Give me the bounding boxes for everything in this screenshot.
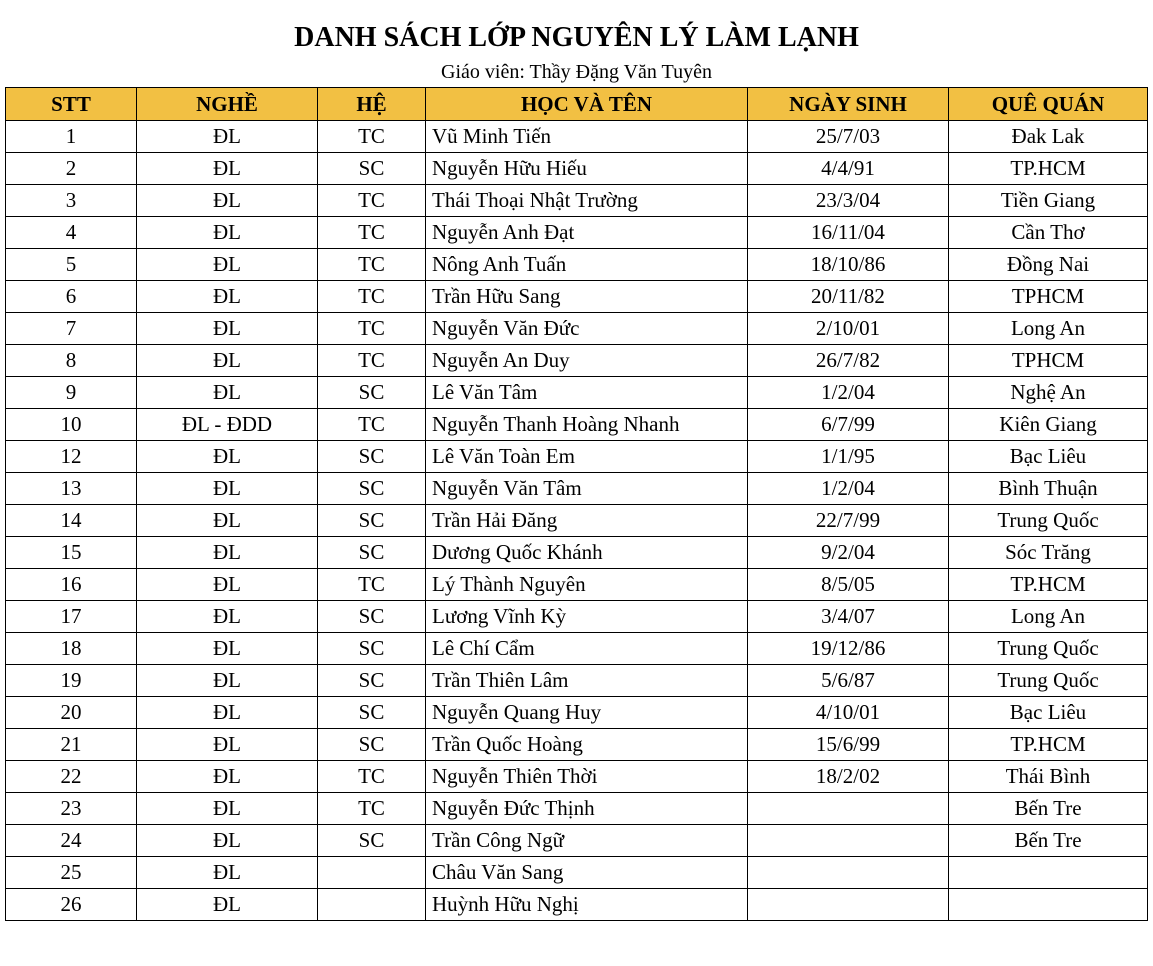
cell-nghe: ĐL - ĐDD <box>137 409 318 441</box>
cell-he: SC <box>318 537 426 569</box>
cell-nghe: ĐL <box>137 505 318 537</box>
cell-stt: 17 <box>6 601 137 633</box>
cell-que-quan: Bạc Liêu <box>949 697 1148 729</box>
table-row <box>6 857 1148 889</box>
cell-he: SC <box>318 825 426 857</box>
page-title: DANH SÁCH LỚP NGUYÊN LÝ LÀM LẠNH <box>294 22 859 53</box>
cell-stt: 16 <box>6 569 137 601</box>
table-header-row <box>6 88 1148 121</box>
cell-ho-ten: Nguyễn Đức Thịnh <box>426 793 748 825</box>
cell-ngay-sinh: 16/11/04 <box>748 217 949 249</box>
cell-nghe: ĐL <box>137 313 318 345</box>
cell-nghe: ĐL <box>137 729 318 761</box>
cell-ho-ten: Châu Văn Sang <box>426 857 748 889</box>
cell-stt: 8 <box>6 345 137 377</box>
table-row <box>6 825 1148 857</box>
table-row <box>6 185 1148 217</box>
table-row <box>6 409 1148 441</box>
cell-ho-ten: Nguyễn Hữu Hiếu <box>426 153 748 185</box>
cell-he: TC <box>318 313 426 345</box>
cell-stt: 25 <box>6 857 137 889</box>
cell-stt: 12 <box>6 441 137 473</box>
cell-stt: 15 <box>6 537 137 569</box>
cell-stt: 24 <box>6 825 137 857</box>
cell-stt: 4 <box>6 217 137 249</box>
cell-ngay-sinh: 1/2/04 <box>748 473 949 505</box>
header-he: HỆ <box>318 88 426 121</box>
cell-he: TC <box>318 249 426 281</box>
cell-he: SC <box>318 153 426 185</box>
cell-nghe: ĐL <box>137 793 318 825</box>
cell-nghe: ĐL <box>137 761 318 793</box>
cell-que-quan: Long An <box>949 601 1148 633</box>
header-nghe: NGHỀ <box>137 88 318 121</box>
table-row <box>6 601 1148 633</box>
cell-ngay-sinh: 6/7/99 <box>748 409 949 441</box>
cell-ngay-sinh: 19/12/86 <box>748 633 949 665</box>
cell-ngay-sinh <box>748 857 949 889</box>
cell-que-quan: Bến Tre <box>949 793 1148 825</box>
cell-que-quan: Bến Tre <box>949 825 1148 857</box>
cell-he: TC <box>318 409 426 441</box>
cell-nghe: ĐL <box>137 825 318 857</box>
cell-he: TC <box>318 185 426 217</box>
table-row <box>6 697 1148 729</box>
cell-ngay-sinh: 5/6/87 <box>748 665 949 697</box>
cell-que-quan: Thái Bình <box>949 761 1148 793</box>
cell-stt: 23 <box>6 793 137 825</box>
cell-ngay-sinh <box>748 825 949 857</box>
table-row <box>6 665 1148 697</box>
cell-que-quan: Nghệ An <box>949 377 1148 409</box>
table-row <box>6 473 1148 505</box>
cell-ho-ten: Nguyễn Thiên Thời <box>426 761 748 793</box>
table-row <box>6 345 1148 377</box>
cell-nghe: ĐL <box>137 121 318 153</box>
table-row <box>6 121 1148 153</box>
header-ngay-sinh: NGÀY SINH <box>748 88 949 121</box>
cell-he: TC <box>318 217 426 249</box>
cell-he: SC <box>318 729 426 761</box>
cell-ngay-sinh: 22/7/99 <box>748 505 949 537</box>
cell-nghe: ĐL <box>137 601 318 633</box>
cell-he: TC <box>318 569 426 601</box>
cell-stt: 2 <box>6 153 137 185</box>
class-list-table <box>5 87 1148 921</box>
cell-que-quan: Đồng Nai <box>949 249 1148 281</box>
cell-he: TC <box>318 121 426 153</box>
cell-ho-ten: Thái Thoại Nhật Trường <box>426 185 748 217</box>
cell-nghe: ĐL <box>137 473 318 505</box>
cell-que-quan: Bạc Liêu <box>949 441 1148 473</box>
cell-que-quan: Đak Lak <box>949 121 1148 153</box>
cell-nghe: ĐL <box>137 889 318 921</box>
cell-que-quan: TPHCM <box>949 345 1148 377</box>
cell-ho-ten: Trần Quốc Hoàng <box>426 729 748 761</box>
cell-ngay-sinh: 3/4/07 <box>748 601 949 633</box>
cell-he: SC <box>318 665 426 697</box>
cell-ho-ten: Lê Văn Toàn Em <box>426 441 748 473</box>
cell-ho-ten: Nguyễn Thanh Hoàng Nhanh <box>426 409 748 441</box>
cell-nghe: ĐL <box>137 217 318 249</box>
cell-he <box>318 857 426 889</box>
cell-he: SC <box>318 697 426 729</box>
cell-ngay-sinh: 2/10/01 <box>748 313 949 345</box>
cell-que-quan: TP.HCM <box>949 153 1148 185</box>
cell-ho-ten: Nguyễn Văn Tâm <box>426 473 748 505</box>
cell-ngay-sinh <box>748 793 949 825</box>
cell-he: TC <box>318 793 426 825</box>
cell-he: TC <box>318 761 426 793</box>
cell-nghe: ĐL <box>137 377 318 409</box>
table-row <box>6 729 1148 761</box>
cell-ngay-sinh: 15/6/99 <box>748 729 949 761</box>
cell-stt: 6 <box>6 281 137 313</box>
cell-stt: 22 <box>6 761 137 793</box>
cell-ho-ten: Trần Hữu Sang <box>426 281 748 313</box>
teacher-subtitle: Giáo viên: Thầy Đặng Văn Tuyên <box>441 61 712 83</box>
cell-stt: 18 <box>6 633 137 665</box>
table-row <box>6 249 1148 281</box>
cell-que-quan: Bình Thuận <box>949 473 1148 505</box>
cell-stt: 26 <box>6 889 137 921</box>
cell-stt: 3 <box>6 185 137 217</box>
cell-he: SC <box>318 441 426 473</box>
cell-que-quan: Trung Quốc <box>949 505 1148 537</box>
cell-ngay-sinh: 9/2/04 <box>748 537 949 569</box>
cell-nghe: ĐL <box>137 153 318 185</box>
table-row <box>6 313 1148 345</box>
cell-nghe: ĐL <box>137 633 318 665</box>
table-row <box>6 569 1148 601</box>
table-row <box>6 441 1148 473</box>
cell-ho-ten: Lê Văn Tâm <box>426 377 748 409</box>
cell-ho-ten: Nguyễn Anh Đạt <box>426 217 748 249</box>
cell-ngay-sinh: 4/4/91 <box>748 153 949 185</box>
cell-que-quan: TP.HCM <box>949 569 1148 601</box>
header-stt: STT <box>6 88 137 121</box>
cell-stt: 10 <box>6 409 137 441</box>
cell-nghe: ĐL <box>137 441 318 473</box>
cell-ngay-sinh: 1/1/95 <box>748 441 949 473</box>
cell-ngay-sinh <box>748 889 949 921</box>
cell-ho-ten: Nguyễn An Duy <box>426 345 748 377</box>
cell-ngay-sinh: 18/2/02 <box>748 761 949 793</box>
cell-nghe: ĐL <box>137 697 318 729</box>
cell-ngay-sinh: 18/10/86 <box>748 249 949 281</box>
cell-he: SC <box>318 377 426 409</box>
table-row <box>6 793 1148 825</box>
cell-que-quan: Long An <box>949 313 1148 345</box>
cell-ho-ten: Lương Vĩnh Kỳ <box>426 601 748 633</box>
cell-nghe: ĐL <box>137 345 318 377</box>
cell-nghe: ĐL <box>137 185 318 217</box>
cell-he: SC <box>318 601 426 633</box>
cell-ho-ten: Huỳnh Hữu Nghị <box>426 889 748 921</box>
header-ho-ten: HỌC VÀ TÊN <box>426 88 748 121</box>
cell-he: SC <box>318 473 426 505</box>
cell-que-quan: Tiền Giang <box>949 185 1148 217</box>
table-row <box>6 217 1148 249</box>
cell-que-quan: TPHCM <box>949 281 1148 313</box>
table-row <box>6 505 1148 537</box>
cell-que-quan: TP.HCM <box>949 729 1148 761</box>
cell-ngay-sinh: 4/10/01 <box>748 697 949 729</box>
table-row <box>6 537 1148 569</box>
cell-ho-ten: Vũ Minh Tiến <box>426 121 748 153</box>
cell-he: TC <box>318 345 426 377</box>
cell-he: SC <box>318 633 426 665</box>
table-row <box>6 281 1148 313</box>
cell-nghe: ĐL <box>137 569 318 601</box>
cell-he: SC <box>318 505 426 537</box>
cell-he: TC <box>318 281 426 313</box>
cell-que-quan: Kiên Giang <box>949 409 1148 441</box>
cell-stt: 21 <box>6 729 137 761</box>
cell-que-quan: Trung Quốc <box>949 665 1148 697</box>
cell-ngay-sinh: 8/5/05 <box>748 569 949 601</box>
cell-stt: 13 <box>6 473 137 505</box>
cell-ho-ten: Nguyễn Văn Đức <box>426 313 748 345</box>
cell-que-quan: Sóc Trăng <box>949 537 1148 569</box>
cell-ho-ten: Trần Công Ngữ <box>426 825 748 857</box>
cell-nghe: ĐL <box>137 665 318 697</box>
cell-nghe: ĐL <box>137 281 318 313</box>
cell-nghe: ĐL <box>137 249 318 281</box>
cell-que-quan <box>949 889 1148 921</box>
cell-nghe: ĐL <box>137 857 318 889</box>
cell-he <box>318 889 426 921</box>
cell-ho-ten: Lê Chí Cẩm <box>426 633 748 665</box>
cell-stt: 1 <box>6 121 137 153</box>
cell-que-quan: Trung Quốc <box>949 633 1148 665</box>
cell-ho-ten: Trần Hải Đăng <box>426 505 748 537</box>
cell-ho-ten: Nguyễn Quang Huy <box>426 697 748 729</box>
cell-ho-ten: Trần Thiên Lâm <box>426 665 748 697</box>
cell-stt: 7 <box>6 313 137 345</box>
cell-que-quan: Cần Thơ <box>949 217 1148 249</box>
cell-ngay-sinh: 1/2/04 <box>748 377 949 409</box>
table-row <box>6 153 1148 185</box>
cell-stt: 20 <box>6 697 137 729</box>
table-row <box>6 633 1148 665</box>
table-row <box>6 761 1148 793</box>
cell-nghe: ĐL <box>137 537 318 569</box>
cell-ngay-sinh: 23/3/04 <box>748 185 949 217</box>
header-que-quan: QUÊ QUÁN <box>949 88 1148 121</box>
cell-ho-ten: Nông Anh Tuấn <box>426 249 748 281</box>
cell-ho-ten: Dương Quốc Khánh <box>426 537 748 569</box>
cell-ho-ten: Lý Thành Nguyên <box>426 569 748 601</box>
cell-ngay-sinh: 20/11/82 <box>748 281 949 313</box>
cell-stt: 14 <box>6 505 137 537</box>
table-row <box>6 377 1148 409</box>
cell-que-quan <box>949 857 1148 889</box>
cell-ngay-sinh: 25/7/03 <box>748 121 949 153</box>
cell-stt: 19 <box>6 665 137 697</box>
cell-stt: 5 <box>6 249 137 281</box>
table-row <box>6 889 1148 921</box>
cell-ngay-sinh: 26/7/82 <box>748 345 949 377</box>
cell-stt: 9 <box>6 377 137 409</box>
